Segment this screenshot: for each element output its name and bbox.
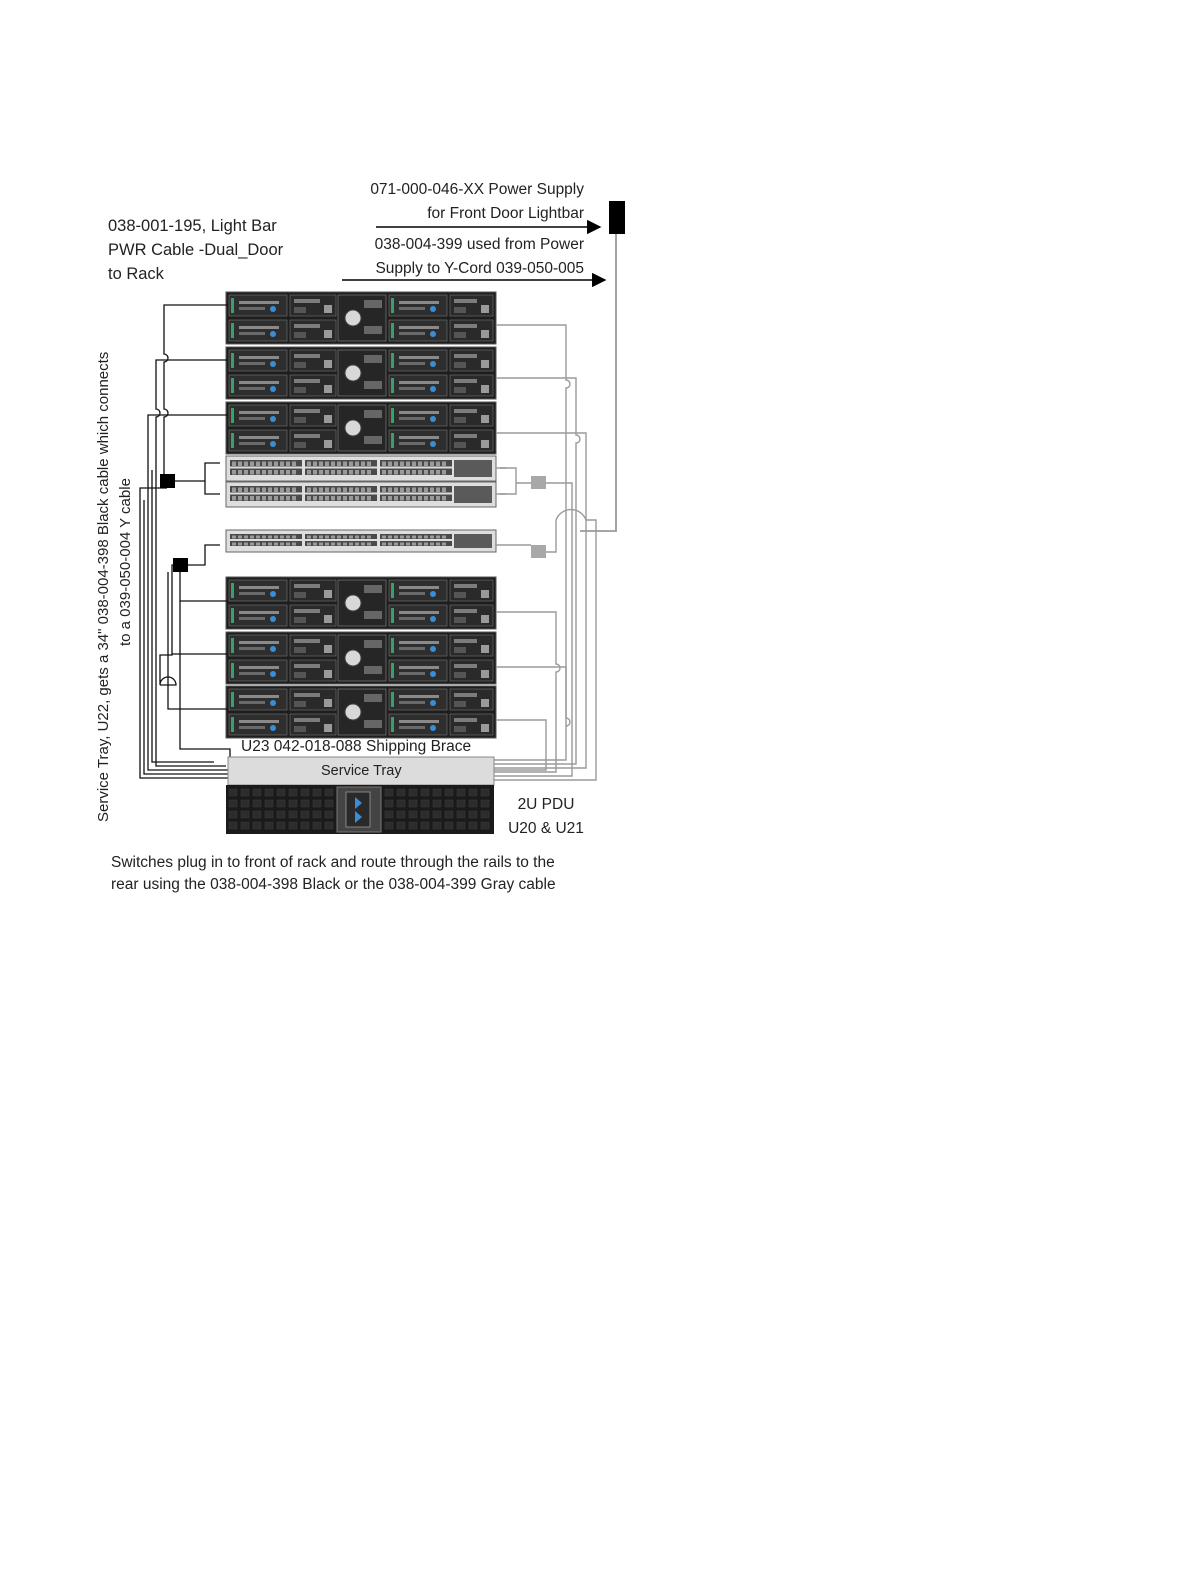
black-cable-7 [188,545,220,565]
gray-cable-10 [496,667,570,726]
server-chassis-2 [226,347,496,399]
black-cable-10 [168,572,228,709]
gray-cable-5 [496,483,516,494]
footer-note: Switches plug in to front of rack and route through the rails to the rear using the 038-004-398 Black or the 038-004-399 Gray cable [111,854,556,893]
switch-group [226,456,496,552]
service-tray-label: Service Tray [321,763,402,779]
black-cable-1 [164,305,228,480]
gray-splitter-1 [531,476,546,489]
y-cord-splitter-1 [160,474,175,488]
black-cable-8 [180,572,228,601]
network-switch-2 [226,482,496,507]
network-switch-1 [226,456,496,481]
server-chassis-3 [226,402,496,454]
pdu-label: 2U PDU U20 & U21 [508,796,584,837]
gray-cable-4 [496,468,531,483]
gray-splitter-2 [531,545,546,558]
black-cable-5 [205,481,220,494]
gray-cable-label: 038-004-399 used from Power Supply to Y-Cord 039-050-005 [374,236,584,277]
server-group-bottom [226,577,496,738]
black-cable-4 [175,463,220,481]
y-cord-splitter-2 [173,558,188,572]
server-chassis-4 [226,577,496,629]
server-chassis-6 [226,686,496,738]
server-chassis-5 [226,632,496,684]
gray-cable-12 [500,468,506,494]
server-group-top [226,292,496,454]
power-supply-label: 071-000-046-XX Power Supply for Front Door Lightbar [370,181,584,222]
server-chassis-1 [226,292,496,344]
black-cable-14 [152,470,214,762]
light-bar-cable-label: 038-001-195, Light Bar PWR Cable -Dual_Door to Rack [108,217,284,283]
black-cable-11 [180,601,230,760]
network-switch-3 [226,530,496,552]
pdu-unit [226,785,494,834]
shipping-brace-label: U23 042-018-088 Shipping Brace [241,738,472,755]
black-cable-2 [156,360,228,766]
service-tray-vertical-label: Service Tray, U22, gets a 34" 038-004-398 Black cable which connects to a 039-050-004 Y cable [95,351,134,822]
power-supply-block [609,201,625,234]
